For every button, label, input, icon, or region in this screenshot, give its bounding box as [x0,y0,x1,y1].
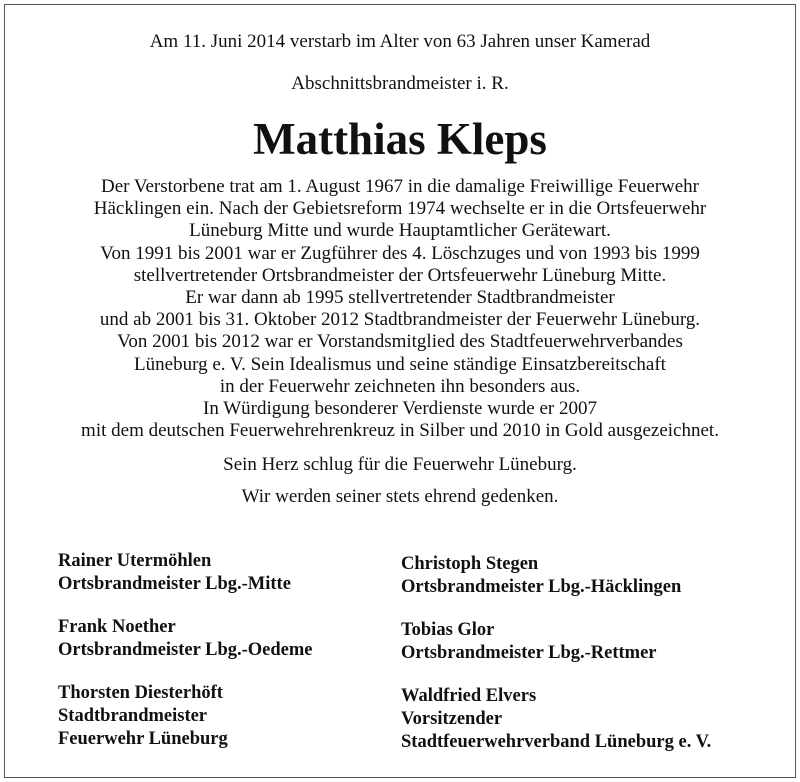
signatory-name: Frank Noether [58,617,176,637]
signature-block-right-2 [401,619,657,665]
signature-block-left-1 [58,550,291,596]
biography [0,176,800,442]
signatory-title: Vorsitzender [401,709,503,729]
bio-line: Er war dann ab 1995 stellvertretender Stadtbrandmeister [185,287,615,309]
signatory-title: Ortsbrandmeister Lbg.-Oedeme [58,640,313,660]
bio-line: in der Feuerwehr zeichneten ihn besonders aus. [219,375,581,397]
signatory-title: Ortsbrandmeister Lbg.-Mitte [58,574,291,594]
signature-block-right-3 [401,685,711,754]
bio-line: Von 2001 bis 2012 war er Vorstandsmitglied des Stadtfeuerwehrverbandes [117,331,683,353]
intro-text: Am 11. Juni 2014 verstarb im Alter von 63 Jahren unser Kamerad [149,31,651,52]
closing-line-2: Wir werden seiner stets ehrend gedenken. [241,486,559,507]
signature-block-right-1 [401,553,681,599]
signatory-title: Stadtbrandmeister [58,706,208,726]
signature-block-left-3 [58,682,228,751]
signatory-org: Stadtfeuerwehrverband Lüneburg e. V. [401,732,712,752]
signature-block-left-2 [58,616,313,662]
signatory-title: Ortsbrandmeister Lbg.-Häcklingen [401,577,682,597]
bio-line: Lüneburg Mitte und wurde Hauptamtlicher Gerätewart. [189,220,611,242]
closing-line-1: Sein Herz schlug für die Feuerwehr Lüneburg. [223,454,577,475]
bio-line: Der Verstorbene trat am 1. August 1967 in die damalige Freiwillige Feuerwehr [101,176,699,197]
bio-line: mit dem deutschen Feuerwehrehrenkreuz in Silber und 2010 in Gold ausgezeichnet. [81,420,719,442]
bio-line: Lüneburg e. V. Sein Idealismus und seine ständige Einsatzbereitschaft [134,353,666,375]
signatory-org: Feuerwehr Lüneburg [58,729,228,749]
bio-line: und ab 2001 bis 31. Oktober 2012 Stadtbrandmeister der Feuerwehr Lüneburg. [99,309,701,331]
bio-line: In Würdigung besonderer Verdienste wurde er 2007 [203,398,597,420]
signatory-name: Tobias Glor [401,620,495,640]
signatory-name: Rainer Utermöhlen [58,551,212,571]
signatory-name: Thorsten Diesterhöft [58,683,223,703]
deceased-name: Matthias Kleps [253,114,547,164]
bio-line: Häcklingen ein. Nach der Gebietsreform 1974 wechselte er in die Ortsfeuerwehr [93,198,707,220]
signatory-title: Ortsbrandmeister Lbg.-Rettmer [401,643,657,663]
bio-line: stellvertretender Ortsbrandmeister der Ortsfeuerwehr Lüneburg Mitte. [133,264,667,286]
deceased-rank: Abschnittsbrandmeister i. R. [291,73,509,94]
signatory-name: Christoph Stegen [401,554,539,574]
signatory-name: Waldfried Elvers [401,686,537,706]
bio-line: Von 1991 bis 2001 war er Zugführer des 4. Löschzuges und von 1993 bis 1999 [100,242,700,264]
